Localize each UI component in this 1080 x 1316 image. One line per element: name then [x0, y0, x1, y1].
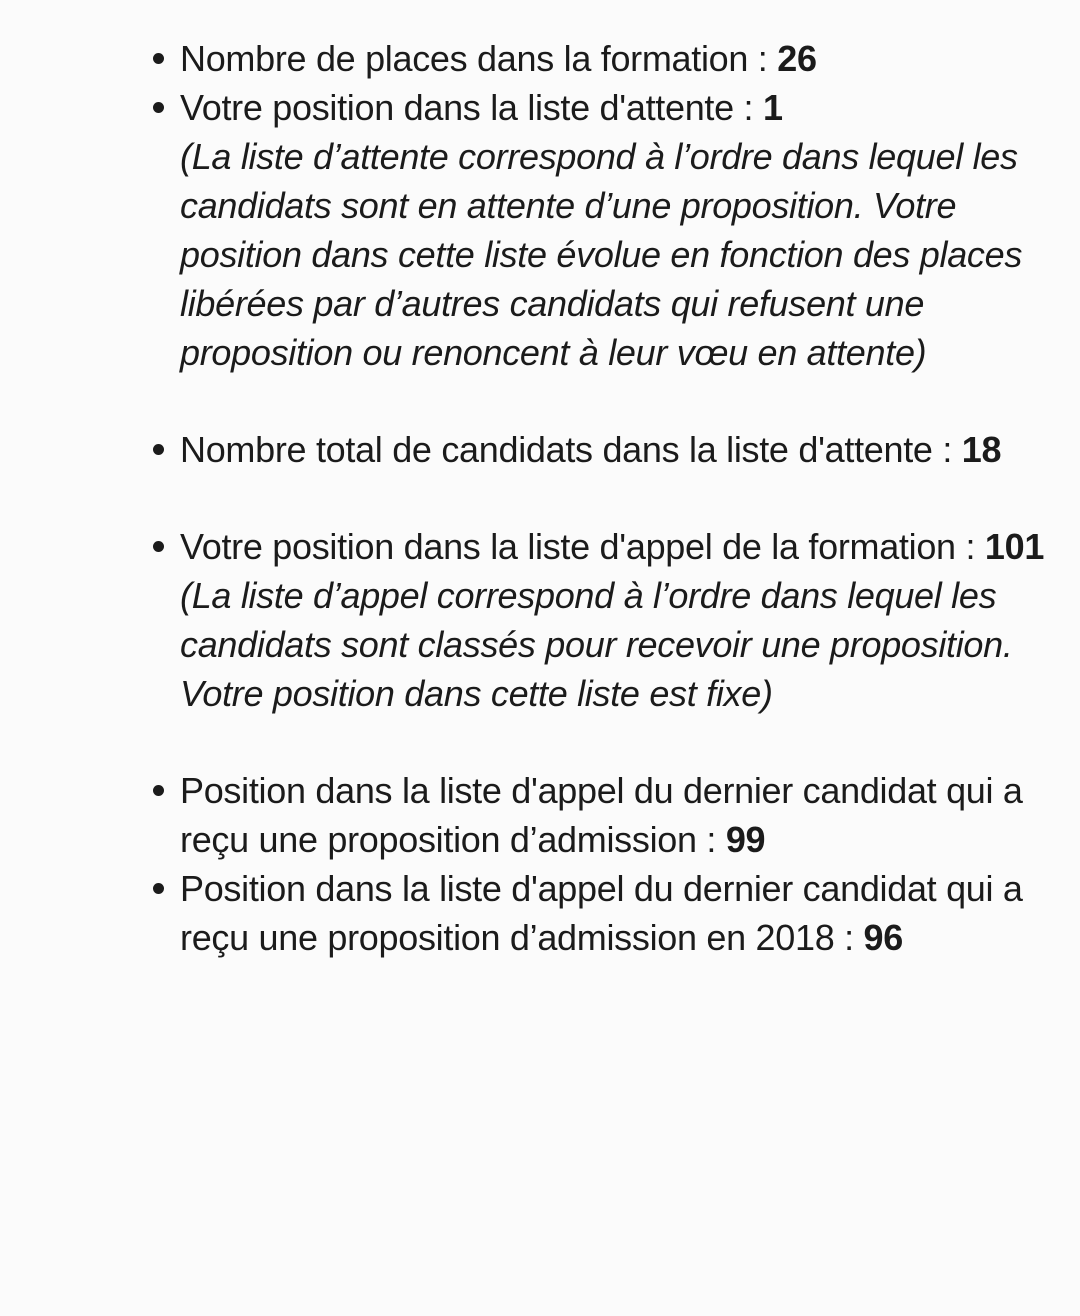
bullet-group-places [152, 34, 1050, 377]
item-label: Votre position dans la liste d'appel de la formation : [180, 526, 985, 567]
bullet-icon [153, 541, 164, 552]
bullet-icon [153, 785, 164, 796]
item-label: Nombre de places dans la formation : [180, 38, 778, 79]
bullet-icon [153, 102, 164, 113]
list-item [152, 34, 1050, 83]
item-value: 18 [961, 429, 1002, 470]
list-item [152, 864, 1050, 962]
item-label: Position dans la liste d'appel du dernier candidat qui a reçu une proposition d’admission : [180, 770, 1023, 860]
item-value: 1 [762, 87, 783, 128]
item-note: (La liste d’appel correspond à l’ordre dans lequel les candidats sont classés pour recevoir une proposition. Votre position dans cette liste est fixe) [180, 575, 1013, 714]
item-label: Position dans la liste d'appel du dernier candidat qui a reçu une proposition d’admission en 2018 : [180, 868, 1023, 958]
list-item [152, 522, 1050, 718]
list-item [152, 766, 1050, 864]
bullet-icon [153, 883, 164, 894]
bullet-group-last-admitted [152, 766, 1050, 962]
bullet-icon [153, 444, 164, 455]
item-value: 99 [725, 819, 766, 860]
bullet-icon [153, 53, 164, 64]
list-item [152, 425, 1050, 474]
item-label: Nombre total de candidats dans la liste d'attente : [180, 429, 962, 470]
item-value: 101 [984, 526, 1045, 567]
item-label: Votre position dans la liste d'attente : [180, 87, 763, 128]
list-item [152, 83, 1050, 377]
bullet-group-total-candidates [152, 425, 1050, 474]
item-value: 26 [777, 38, 817, 79]
item-value: 96 [863, 917, 903, 958]
item-note: (La liste d’attente correspond à l’ordre dans lequel les candidats sont en attente d’une proposition. Votre position dans cette liste évolue en fonction des places libérées par d’autres candidats qui refusent une proposition ou renoncent à leur vœu en attente) [180, 136, 1023, 373]
bullet-group-call-list-position [152, 522, 1050, 718]
